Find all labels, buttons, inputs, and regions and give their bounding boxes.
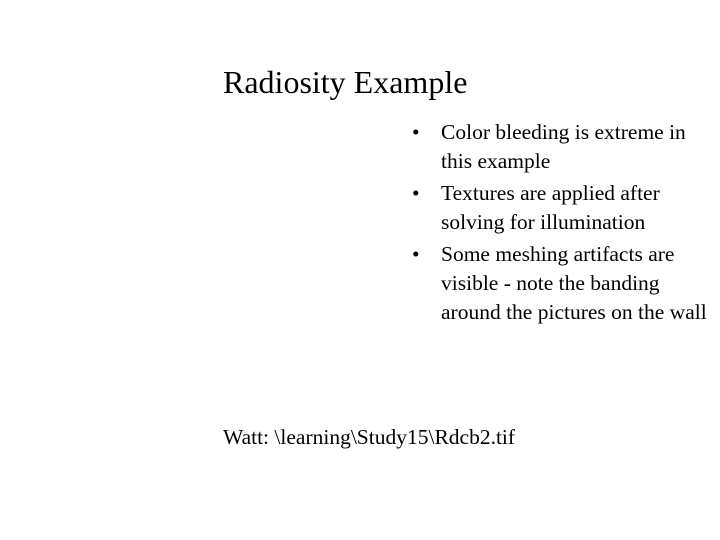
source-caption: Watt: \learning\Study15\Rdcb2.tif <box>223 425 516 449</box>
bullet-item-textures <box>412 179 712 237</box>
bullet-list <box>412 118 712 330</box>
bullet-marker: • <box>412 242 420 266</box>
bullet-text: Some meshing artifacts are visible - note the banding around the pictures on the wall <box>441 242 707 324</box>
bullet-item-meshing-artifacts <box>412 240 712 327</box>
bullet-item-color-bleeding <box>412 118 712 176</box>
bullet-marker: • <box>412 181 420 205</box>
bullet-text: Color bleeding is extreme in this example <box>441 120 686 173</box>
bullet-marker: • <box>412 120 420 144</box>
bullet-text: Textures are applied after solving for illumination <box>441 181 660 234</box>
slide-title: Radiosity Example <box>223 64 468 100</box>
